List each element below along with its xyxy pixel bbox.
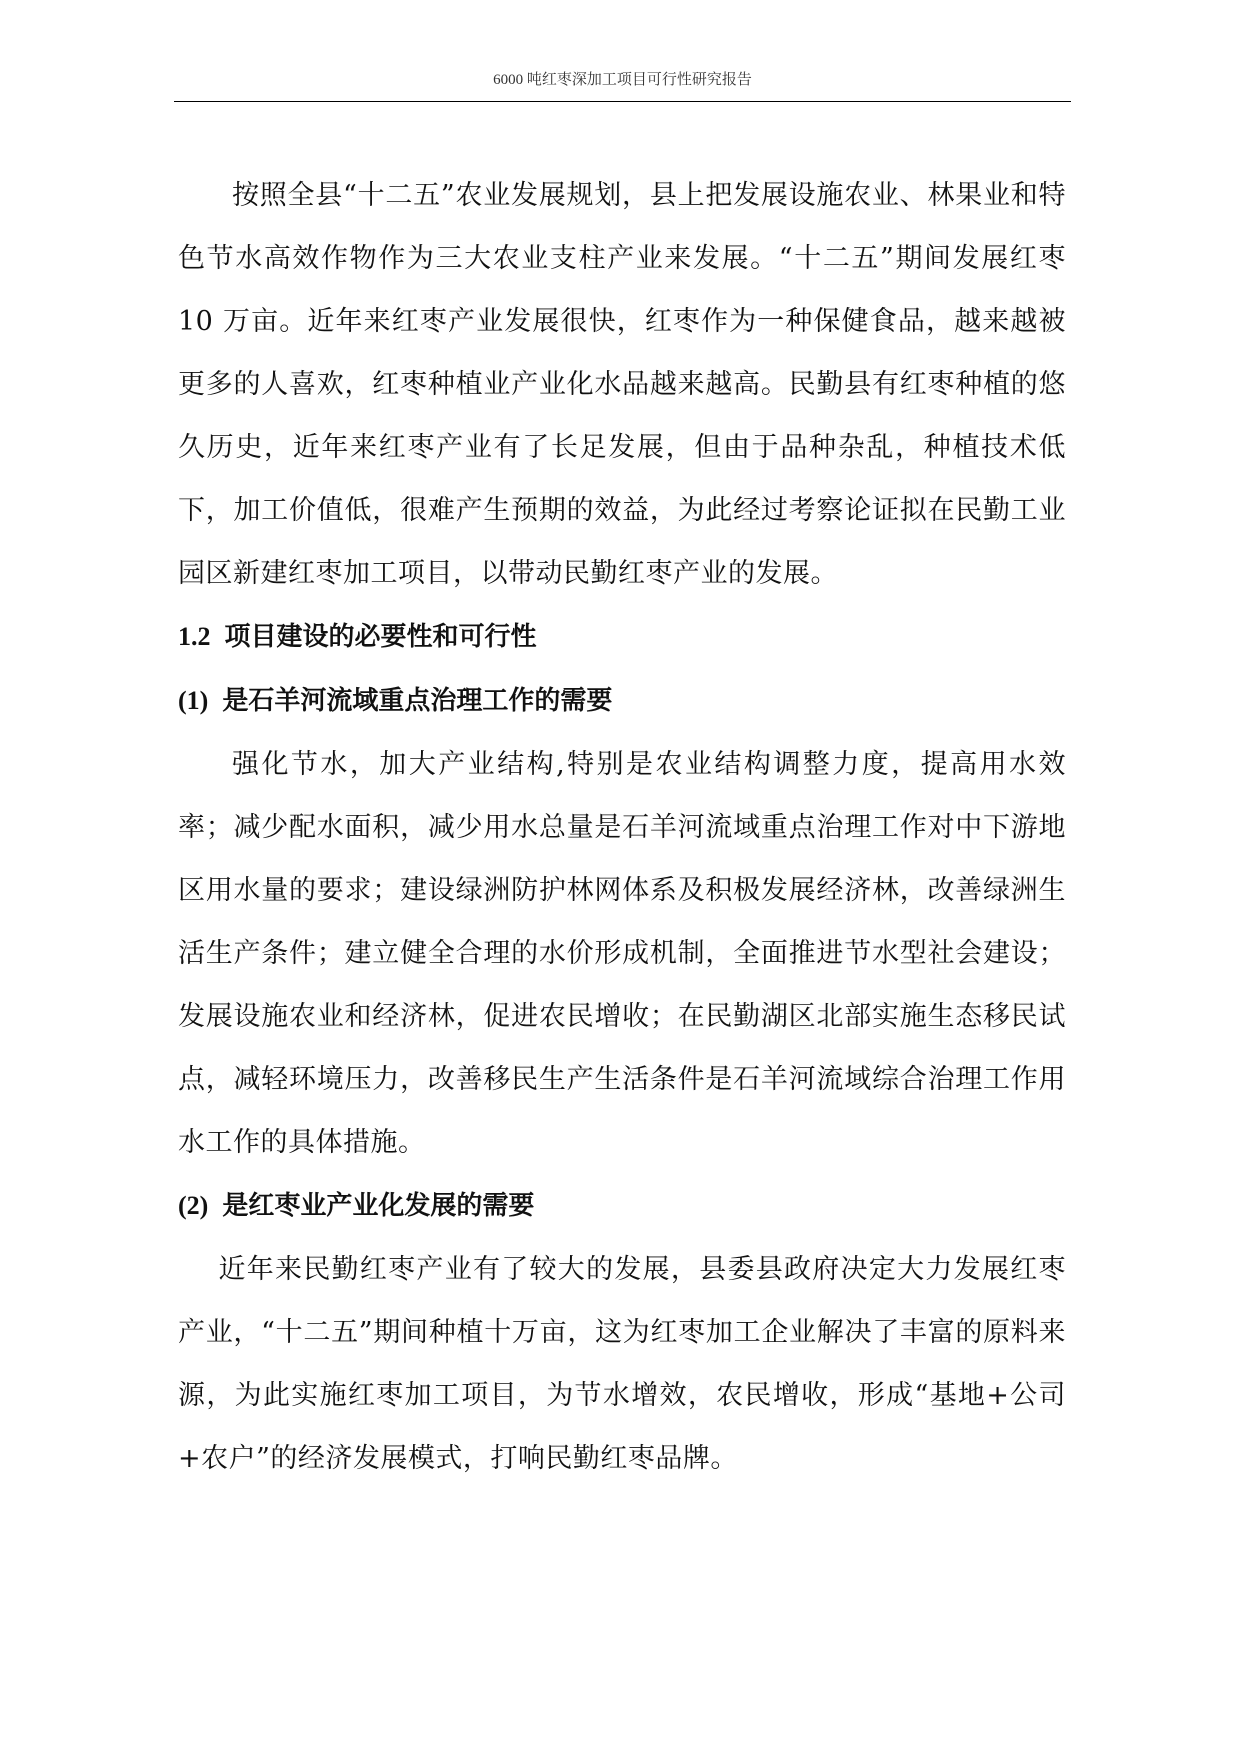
section-heading-1-2: [178, 605, 1066, 669]
section-title: 项目建设的必要性和可行性: [224, 622, 537, 652]
section-number: 1.2: [178, 622, 211, 651]
header-divider: [174, 101, 1071, 102]
subsection-number: (2): [178, 1191, 209, 1220]
running-header: 6000 吨红枣深加工项目可行性研究报告: [493, 72, 752, 88]
subsection-title: 是红枣业产业化发展的需要: [222, 1191, 535, 1221]
subsection-title: 是石羊河流域重点治理工作的需要: [222, 686, 613, 716]
subsection-number: (1): [178, 686, 209, 715]
paragraph-intro: 按照全县“十二五”农业发展规划，县上把发展设施农业、林果业和特色节水高效作物作为三大农业支柱产业来发展。“十二五”期间发展红枣 10 万亩。近年来红枣产业发展很快，红枣作为一种保健食品，越来越被更多的人喜欢，红枣种植业产业化水品越来越高。民勤县有红枣种植的悠久历史，近年来红枣产业有了长足发展，但由于品种杂乱，种植技术低下，加工价值低，很难产生预期的效益，为此经过考察论证拟在民勤工业园区新建红枣加工项目，以带动民勤红枣产业的发展。: [178, 180, 1066, 589]
paragraph-industrialization: 近年来民勤红枣产业有了较大的发展，县委县政府决定大力发展红枣产业，“十二五”期间种植十万亩，这为红枣加工企业解决了丰富的原料来源，为此实施红枣加工项目，为节水增效，农民增收，形成“基地+公司+农户”的经济发展模式，打响民勤红枣品牌。: [178, 1254, 1066, 1474]
subsection-heading-1: [178, 669, 1066, 733]
subsection-heading-2: [178, 1174, 1066, 1238]
paragraph-water-management: 强化节水，加大产业结构,特别是农业结构调整力度，提高用水效率；减少配水面积，减少用水总量是石羊河流域重点治理工作对中下游地区用水量的要求；建设绿洲防护林网体系及积极发展经济林，改善绿洲生活生产条件；建立健全合理的水价形成机制，全面推进节水型社会建设； 发展设施农业和经济林，促进农民增收；在民勤湖区北部实施生态移民试点，减轻环境压力，改善移民生产生活条件是石羊河流域综合治理工作用水工作的具体措施。: [178, 749, 1066, 1158]
document-body: [178, 164, 1066, 1490]
